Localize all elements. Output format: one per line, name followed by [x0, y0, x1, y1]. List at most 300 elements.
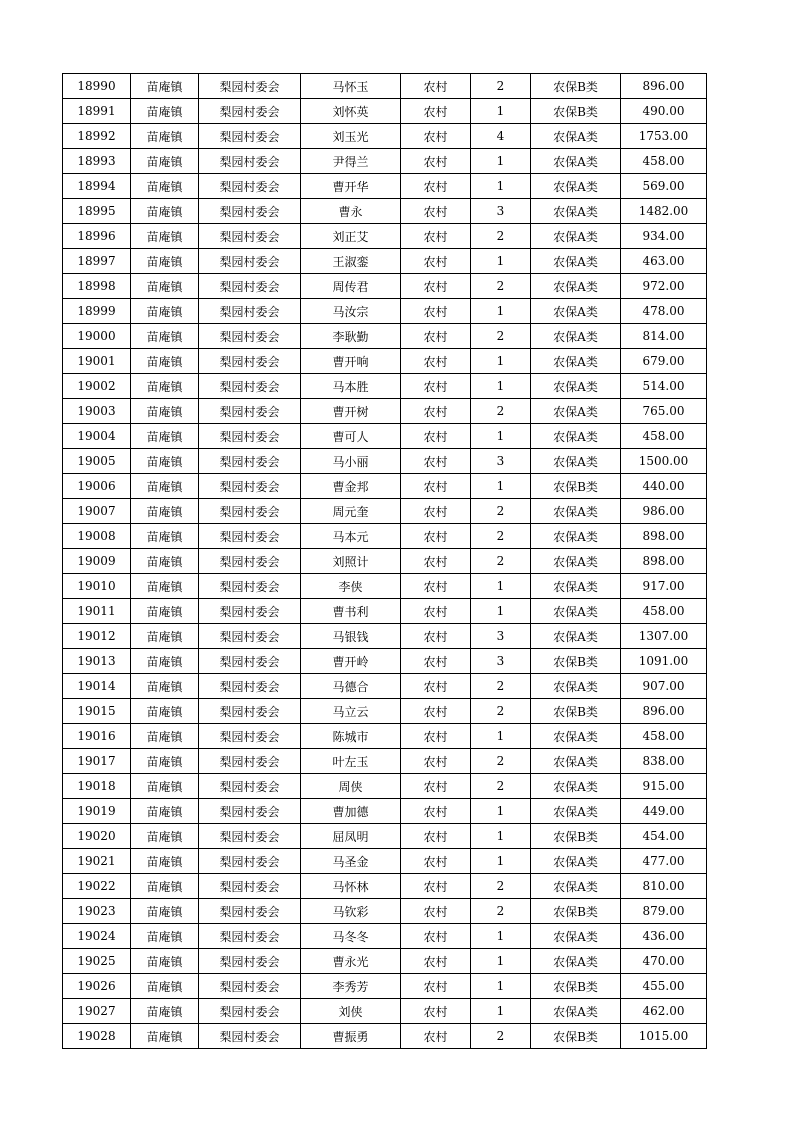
table-row [63, 124, 707, 149]
table-row [63, 899, 707, 924]
cell-record-id: 19016 [63, 724, 131, 749]
cell-insurance-category: 农保A类 [531, 549, 621, 574]
cell-amount: 458.00 [621, 149, 707, 174]
cell-residence-type: 农村 [401, 274, 471, 299]
cell-person-count: 1 [471, 574, 531, 599]
cell-village-committee: 梨园村委会 [199, 299, 301, 324]
cell-person-name: 周元奎 [301, 499, 401, 524]
cell-residence-type: 农村 [401, 199, 471, 224]
cell-record-id: 18996 [63, 224, 131, 249]
table-row [63, 849, 707, 874]
cell-residence-type: 农村 [401, 924, 471, 949]
table-row [63, 449, 707, 474]
cell-person-count: 2 [471, 899, 531, 924]
cell-person-count: 1 [471, 349, 531, 374]
cell-insurance-category: 农保A类 [531, 724, 621, 749]
cell-town: 苗庵镇 [131, 199, 199, 224]
cell-person-name: 马立云 [301, 699, 401, 724]
cell-village-committee: 梨园村委会 [199, 599, 301, 624]
cell-village-committee: 梨园村委会 [199, 824, 301, 849]
cell-residence-type: 农村 [401, 949, 471, 974]
cell-amount: 814.00 [621, 324, 707, 349]
cell-person-count: 3 [471, 624, 531, 649]
cell-amount: 915.00 [621, 774, 707, 799]
cell-amount: 1015.00 [621, 1024, 707, 1049]
cell-person-count: 1 [471, 924, 531, 949]
table-row [63, 149, 707, 174]
cell-residence-type: 农村 [401, 799, 471, 824]
cell-person-name: 刘玉光 [301, 124, 401, 149]
cell-insurance-category: 农保A类 [531, 349, 621, 374]
cell-amount: 455.00 [621, 974, 707, 999]
cell-record-id: 19009 [63, 549, 131, 574]
cell-insurance-category: 农保B类 [531, 474, 621, 499]
cell-amount: 1307.00 [621, 624, 707, 649]
cell-village-committee: 梨园村委会 [199, 999, 301, 1024]
benefits-table [62, 73, 707, 1049]
cell-person-name: 马冬冬 [301, 924, 401, 949]
cell-record-id: 19019 [63, 799, 131, 824]
cell-insurance-category: 农保B类 [531, 699, 621, 724]
cell-town: 苗庵镇 [131, 699, 199, 724]
cell-village-committee: 梨园村委会 [199, 74, 301, 99]
cell-record-id: 19020 [63, 824, 131, 849]
cell-person-name: 马怀玉 [301, 74, 401, 99]
cell-record-id: 19001 [63, 349, 131, 374]
cell-person-count: 1 [471, 424, 531, 449]
cell-person-count: 2 [471, 549, 531, 574]
cell-town: 苗庵镇 [131, 349, 199, 374]
cell-insurance-category: 农保A类 [531, 249, 621, 274]
cell-record-id: 19007 [63, 499, 131, 524]
cell-record-id: 18995 [63, 199, 131, 224]
cell-amount: 1091.00 [621, 649, 707, 674]
cell-person-name: 李耿勤 [301, 324, 401, 349]
table-row [63, 949, 707, 974]
cell-record-id: 19011 [63, 599, 131, 624]
table-row [63, 399, 707, 424]
cell-person-name: 马小丽 [301, 449, 401, 474]
cell-residence-type: 农村 [401, 224, 471, 249]
table-row [63, 824, 707, 849]
cell-person-count: 1 [471, 799, 531, 824]
cell-person-count: 2 [471, 1024, 531, 1049]
cell-residence-type: 农村 [401, 549, 471, 574]
cell-town: 苗庵镇 [131, 599, 199, 624]
cell-residence-type: 农村 [401, 849, 471, 874]
cell-insurance-category: 农保A类 [531, 274, 621, 299]
cell-insurance-category: 农保B类 [531, 99, 621, 124]
table-row [63, 674, 707, 699]
cell-insurance-category: 农保A类 [531, 399, 621, 424]
cell-person-name: 曹振勇 [301, 1024, 401, 1049]
cell-person-count: 2 [471, 749, 531, 774]
cell-town: 苗庵镇 [131, 499, 199, 524]
cell-person-name: 马圣金 [301, 849, 401, 874]
table-row [63, 499, 707, 524]
cell-residence-type: 农村 [401, 724, 471, 749]
cell-village-committee: 梨园村委会 [199, 699, 301, 724]
table-row [63, 599, 707, 624]
table-row [63, 999, 707, 1024]
table-row [63, 974, 707, 999]
cell-person-count: 4 [471, 124, 531, 149]
cell-amount: 449.00 [621, 799, 707, 824]
cell-residence-type: 农村 [401, 774, 471, 799]
cell-amount: 458.00 [621, 424, 707, 449]
cell-person-count: 1 [471, 599, 531, 624]
cell-insurance-category: 农保A类 [531, 149, 621, 174]
cell-insurance-category: 农保A类 [531, 574, 621, 599]
cell-person-count: 2 [471, 399, 531, 424]
cell-person-name: 刘正艾 [301, 224, 401, 249]
cell-residence-type: 农村 [401, 1024, 471, 1049]
cell-residence-type: 农村 [401, 174, 471, 199]
table-row [63, 224, 707, 249]
cell-person-count: 2 [471, 699, 531, 724]
cell-village-committee: 梨园村委会 [199, 924, 301, 949]
cell-amount: 1753.00 [621, 124, 707, 149]
cell-town: 苗庵镇 [131, 774, 199, 799]
cell-town: 苗庵镇 [131, 849, 199, 874]
cell-village-committee: 梨园村委会 [199, 874, 301, 899]
cell-person-name: 刘侠 [301, 999, 401, 1024]
table-row [63, 374, 707, 399]
cell-amount: 879.00 [621, 899, 707, 924]
cell-residence-type: 农村 [401, 424, 471, 449]
table-row [63, 324, 707, 349]
cell-village-committee: 梨园村委会 [199, 624, 301, 649]
cell-person-count: 2 [471, 874, 531, 899]
cell-record-id: 19004 [63, 424, 131, 449]
cell-town: 苗庵镇 [131, 549, 199, 574]
cell-record-id: 18991 [63, 99, 131, 124]
cell-amount: 679.00 [621, 349, 707, 374]
cell-village-committee: 梨园村委会 [199, 574, 301, 599]
cell-person-count: 1 [471, 299, 531, 324]
cell-amount: 896.00 [621, 74, 707, 99]
cell-person-count: 3 [471, 199, 531, 224]
cell-amount: 934.00 [621, 224, 707, 249]
cell-residence-type: 农村 [401, 324, 471, 349]
cell-village-committee: 梨园村委会 [199, 899, 301, 924]
cell-person-name: 马本元 [301, 524, 401, 549]
table-row [63, 874, 707, 899]
cell-residence-type: 农村 [401, 874, 471, 899]
cell-person-count: 1 [471, 849, 531, 874]
table-row [63, 524, 707, 549]
cell-record-id: 19003 [63, 399, 131, 424]
cell-record-id: 19028 [63, 1024, 131, 1049]
cell-record-id: 19008 [63, 524, 131, 549]
cell-person-count: 2 [471, 774, 531, 799]
cell-insurance-category: 农保A类 [531, 799, 621, 824]
cell-village-committee: 梨园村委会 [199, 499, 301, 524]
cell-person-count: 2 [471, 674, 531, 699]
cell-person-name: 陈城市 [301, 724, 401, 749]
table-row [63, 774, 707, 799]
cell-insurance-category: 农保A类 [531, 499, 621, 524]
cell-residence-type: 农村 [401, 124, 471, 149]
cell-person-name: 曹永 [301, 199, 401, 224]
cell-residence-type: 农村 [401, 349, 471, 374]
table-row [63, 474, 707, 499]
cell-town: 苗庵镇 [131, 649, 199, 674]
cell-person-count: 1 [471, 974, 531, 999]
cell-person-name: 尹得兰 [301, 149, 401, 174]
table-row [63, 424, 707, 449]
cell-person-name: 李侠 [301, 574, 401, 599]
cell-town: 苗庵镇 [131, 374, 199, 399]
cell-person-name: 曹书利 [301, 599, 401, 624]
cell-village-committee: 梨园村委会 [199, 274, 301, 299]
table-row [63, 624, 707, 649]
cell-town: 苗庵镇 [131, 874, 199, 899]
cell-person-count: 2 [471, 274, 531, 299]
cell-record-id: 18997 [63, 249, 131, 274]
cell-insurance-category: 农保B类 [531, 1024, 621, 1049]
cell-person-count: 1 [471, 149, 531, 174]
cell-residence-type: 农村 [401, 449, 471, 474]
cell-record-id: 19010 [63, 574, 131, 599]
cell-person-name: 周侠 [301, 774, 401, 799]
table-row [63, 199, 707, 224]
cell-insurance-category: 农保A类 [531, 299, 621, 324]
cell-record-id: 18998 [63, 274, 131, 299]
cell-person-name: 刘怀英 [301, 99, 401, 124]
cell-person-name: 马怀林 [301, 874, 401, 899]
cell-insurance-category: 农保B类 [531, 74, 621, 99]
cell-village-committee: 梨园村委会 [199, 224, 301, 249]
cell-record-id: 19013 [63, 649, 131, 674]
cell-insurance-category: 农保A类 [531, 599, 621, 624]
cell-person-count: 2 [471, 224, 531, 249]
cell-town: 苗庵镇 [131, 449, 199, 474]
table-row [63, 724, 707, 749]
cell-amount: 898.00 [621, 524, 707, 549]
cell-residence-type: 农村 [401, 674, 471, 699]
cell-person-count: 1 [471, 249, 531, 274]
cell-residence-type: 农村 [401, 499, 471, 524]
cell-insurance-category: 农保A类 [531, 174, 621, 199]
cell-person-name: 叶左玉 [301, 749, 401, 774]
cell-town: 苗庵镇 [131, 474, 199, 499]
cell-residence-type: 农村 [401, 749, 471, 774]
cell-amount: 907.00 [621, 674, 707, 699]
cell-town: 苗庵镇 [131, 324, 199, 349]
cell-residence-type: 农村 [401, 599, 471, 624]
cell-town: 苗庵镇 [131, 399, 199, 424]
cell-person-name: 周传君 [301, 274, 401, 299]
cell-village-committee: 梨园村委会 [199, 424, 301, 449]
cell-person-count: 1 [471, 99, 531, 124]
cell-amount: 838.00 [621, 749, 707, 774]
cell-village-committee: 梨园村委会 [199, 249, 301, 274]
cell-person-name: 曹可人 [301, 424, 401, 449]
cell-person-name: 王淑銮 [301, 249, 401, 274]
cell-amount: 1500.00 [621, 449, 707, 474]
cell-town: 苗庵镇 [131, 174, 199, 199]
cell-person-count: 3 [471, 449, 531, 474]
cell-insurance-category: 农保A类 [531, 524, 621, 549]
cell-residence-type: 农村 [401, 74, 471, 99]
cell-person-name: 曹开响 [301, 349, 401, 374]
cell-insurance-category: 农保A类 [531, 874, 621, 899]
cell-record-id: 19012 [63, 624, 131, 649]
cell-insurance-category: 农保A类 [531, 774, 621, 799]
cell-residence-type: 农村 [401, 574, 471, 599]
cell-record-id: 18993 [63, 149, 131, 174]
table-row [63, 174, 707, 199]
cell-town: 苗庵镇 [131, 999, 199, 1024]
cell-amount: 436.00 [621, 924, 707, 949]
cell-amount: 514.00 [621, 374, 707, 399]
cell-residence-type: 农村 [401, 524, 471, 549]
cell-residence-type: 农村 [401, 824, 471, 849]
cell-amount: 470.00 [621, 949, 707, 974]
table-row [63, 349, 707, 374]
cell-amount: 478.00 [621, 299, 707, 324]
cell-residence-type: 农村 [401, 99, 471, 124]
cell-town: 苗庵镇 [131, 674, 199, 699]
cell-record-id: 19021 [63, 849, 131, 874]
cell-amount: 972.00 [621, 274, 707, 299]
cell-insurance-category: 农保A类 [531, 199, 621, 224]
cell-town: 苗庵镇 [131, 99, 199, 124]
cell-residence-type: 农村 [401, 474, 471, 499]
cell-insurance-category: 农保A类 [531, 674, 621, 699]
cell-town: 苗庵镇 [131, 74, 199, 99]
table-row [63, 924, 707, 949]
cell-person-count: 1 [471, 999, 531, 1024]
cell-village-committee: 梨园村委会 [199, 674, 301, 699]
table-row [63, 549, 707, 574]
cell-amount: 765.00 [621, 399, 707, 424]
cell-record-id: 19025 [63, 949, 131, 974]
cell-village-committee: 梨园村委会 [199, 399, 301, 424]
cell-residence-type: 农村 [401, 699, 471, 724]
cell-insurance-category: 农保A类 [531, 849, 621, 874]
cell-town: 苗庵镇 [131, 749, 199, 774]
cell-person-count: 1 [471, 949, 531, 974]
cell-person-name: 曹永光 [301, 949, 401, 974]
cell-town: 苗庵镇 [131, 974, 199, 999]
cell-village-committee: 梨园村委会 [199, 649, 301, 674]
cell-town: 苗庵镇 [131, 149, 199, 174]
cell-town: 苗庵镇 [131, 299, 199, 324]
cell-insurance-category: 农保A类 [531, 749, 621, 774]
cell-village-committee: 梨园村委会 [199, 349, 301, 374]
cell-residence-type: 农村 [401, 374, 471, 399]
cell-person-count: 2 [471, 524, 531, 549]
table-row [63, 74, 707, 99]
cell-residence-type: 农村 [401, 249, 471, 274]
cell-residence-type: 农村 [401, 899, 471, 924]
cell-record-id: 19023 [63, 899, 131, 924]
cell-person-count: 1 [471, 474, 531, 499]
table-row [63, 749, 707, 774]
cell-amount: 896.00 [621, 699, 707, 724]
cell-record-id: 19027 [63, 999, 131, 1024]
cell-record-id: 19006 [63, 474, 131, 499]
cell-town: 苗庵镇 [131, 124, 199, 149]
cell-person-count: 3 [471, 649, 531, 674]
cell-amount: 462.00 [621, 999, 707, 1024]
cell-insurance-category: 农保A类 [531, 374, 621, 399]
cell-village-committee: 梨园村委会 [199, 724, 301, 749]
cell-person-name: 马汝宗 [301, 299, 401, 324]
cell-record-id: 19015 [63, 699, 131, 724]
cell-town: 苗庵镇 [131, 724, 199, 749]
cell-record-id: 18999 [63, 299, 131, 324]
cell-town: 苗庵镇 [131, 1024, 199, 1049]
cell-residence-type: 农村 [401, 299, 471, 324]
cell-insurance-category: 农保A类 [531, 224, 621, 249]
cell-insurance-category: 农保A类 [531, 324, 621, 349]
cell-record-id: 19017 [63, 749, 131, 774]
cell-village-committee: 梨园村委会 [199, 774, 301, 799]
cell-person-count: 1 [471, 724, 531, 749]
cell-amount: 458.00 [621, 599, 707, 624]
cell-person-count: 1 [471, 174, 531, 199]
cell-village-committee: 梨园村委会 [199, 549, 301, 574]
cell-record-id: 19018 [63, 774, 131, 799]
cell-residence-type: 农村 [401, 649, 471, 674]
cell-amount: 440.00 [621, 474, 707, 499]
cell-person-name: 曹开岭 [301, 649, 401, 674]
table-body [63, 74, 707, 1049]
cell-town: 苗庵镇 [131, 524, 199, 549]
cell-town: 苗庵镇 [131, 424, 199, 449]
cell-person-count: 2 [471, 74, 531, 99]
cell-village-committee: 梨园村委会 [199, 749, 301, 774]
cell-village-committee: 梨园村委会 [199, 849, 301, 874]
cell-insurance-category: 农保A类 [531, 424, 621, 449]
cell-record-id: 19022 [63, 874, 131, 899]
cell-insurance-category: 农保A类 [531, 924, 621, 949]
cell-town: 苗庵镇 [131, 249, 199, 274]
cell-insurance-category: 农保A类 [531, 624, 621, 649]
cell-person-count: 2 [471, 499, 531, 524]
cell-person-name: 曹加德 [301, 799, 401, 824]
cell-town: 苗庵镇 [131, 624, 199, 649]
cell-person-name: 曹金邦 [301, 474, 401, 499]
cell-record-id: 19002 [63, 374, 131, 399]
cell-town: 苗庵镇 [131, 824, 199, 849]
table-row [63, 799, 707, 824]
cell-insurance-category: 农保A类 [531, 999, 621, 1024]
cell-residence-type: 农村 [401, 974, 471, 999]
cell-record-id: 19026 [63, 974, 131, 999]
cell-insurance-category: 农保A类 [531, 949, 621, 974]
cell-amount: 569.00 [621, 174, 707, 199]
cell-amount: 810.00 [621, 874, 707, 899]
cell-residence-type: 农村 [401, 999, 471, 1024]
cell-person-name: 马银钱 [301, 624, 401, 649]
cell-amount: 917.00 [621, 574, 707, 599]
table-row [63, 699, 707, 724]
cell-village-committee: 梨园村委会 [199, 174, 301, 199]
cell-insurance-category: 农保B类 [531, 824, 621, 849]
cell-town: 苗庵镇 [131, 924, 199, 949]
table-row [63, 249, 707, 274]
cell-person-name: 曹开树 [301, 399, 401, 424]
cell-town: 苗庵镇 [131, 274, 199, 299]
cell-town: 苗庵镇 [131, 949, 199, 974]
cell-person-name: 马本胜 [301, 374, 401, 399]
cell-amount: 490.00 [621, 99, 707, 124]
cell-record-id: 19005 [63, 449, 131, 474]
